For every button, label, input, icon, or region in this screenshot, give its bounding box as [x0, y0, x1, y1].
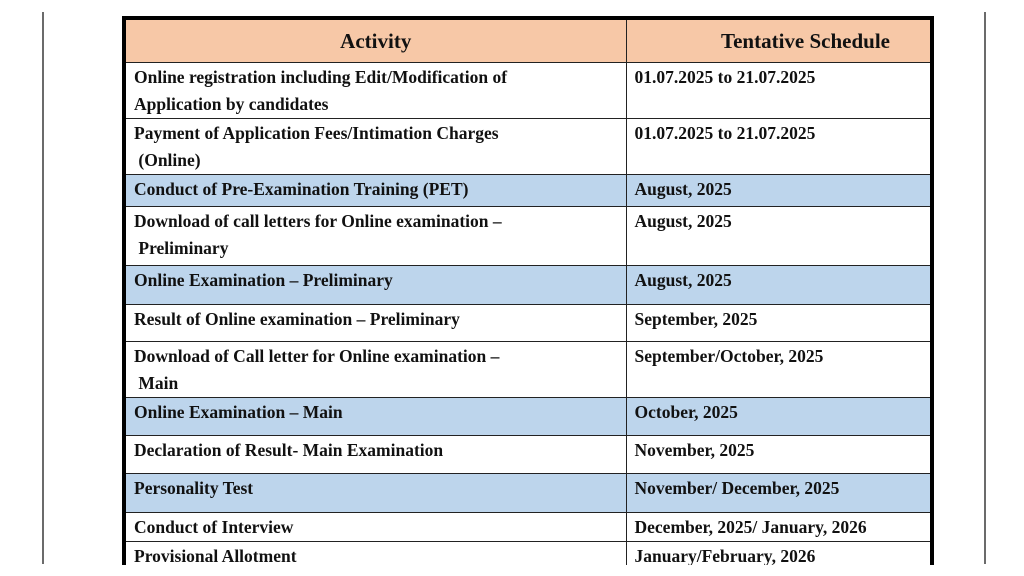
schedule-table-container	[122, 16, 934, 565]
activity-cell	[126, 119, 626, 175]
activity-text-line2: Main	[134, 373, 179, 393]
schedule-cell: August, 2025	[626, 175, 930, 207]
schedule-cell: September/October, 2025	[626, 342, 930, 398]
table-row	[126, 119, 930, 175]
activity-cell	[126, 436, 626, 474]
schedule-cell: 01.07.2025 to 21.07.2025	[626, 63, 930, 119]
header-activity: Activity	[126, 20, 626, 63]
schedule-cell: December, 2025/ January, 2026	[626, 513, 930, 542]
activity-cell	[126, 207, 626, 266]
activity-cell	[126, 474, 626, 513]
activity-text-line1: Provisional Allotment	[134, 546, 297, 565]
table-header-row	[126, 20, 930, 63]
activity-text-line2: (Online)	[134, 150, 201, 170]
activity-text-line1: Personality Test	[134, 478, 254, 498]
activity-text-line1: Download of Call letter for Online examination –	[134, 346, 500, 366]
activity-text-line1: Online registration including Edit/Modification of	[134, 67, 508, 87]
table-row	[126, 207, 930, 266]
table-row	[126, 513, 930, 542]
activity-text-line2: Preliminary	[134, 238, 229, 258]
activity-cell	[126, 542, 626, 566]
schedule-cell: 01.07.2025 to 21.07.2025	[626, 119, 930, 175]
schedule-table	[126, 20, 930, 565]
activity-text-line1: Payment of Application Fees/Intimation Charges	[134, 123, 499, 143]
activity-text-line1: Online Examination – Preliminary	[134, 270, 393, 290]
activity-cell	[126, 266, 626, 305]
activity-cell	[126, 63, 626, 119]
activity-cell	[126, 175, 626, 207]
schedule-cell: November, 2025	[626, 436, 930, 474]
activity-cell	[126, 342, 626, 398]
activity-text-line1: Online Examination – Main	[134, 402, 343, 422]
table-row	[126, 266, 930, 305]
table-row	[126, 542, 930, 566]
table-row	[126, 63, 930, 119]
table-row	[126, 474, 930, 513]
table-row	[126, 398, 930, 436]
table-row	[126, 305, 930, 342]
activity-cell	[126, 305, 626, 342]
table-row	[126, 342, 930, 398]
schedule-cell: November/ December, 2025	[626, 474, 930, 513]
schedule-cell: August, 2025	[626, 207, 930, 266]
activity-text-line2: Application by candidates	[134, 94, 329, 114]
activity-cell	[126, 513, 626, 542]
table-row	[126, 436, 930, 474]
activity-cell	[126, 398, 626, 436]
page-edge-right	[984, 12, 986, 564]
header-tentative-schedule: Tentative Schedule	[626, 20, 930, 63]
activity-text-line1: Conduct of Interview	[134, 517, 294, 537]
activity-text-line1: Download of call letters for Online examination –	[134, 211, 502, 231]
schedule-cell: August, 2025	[626, 266, 930, 305]
schedule-cell: September, 2025	[626, 305, 930, 342]
table-row	[126, 175, 930, 207]
page-edge-left	[42, 12, 44, 564]
activity-text-line1: Conduct of Pre-Examination Training (PET)	[134, 179, 469, 199]
activity-text-line1: Result of Online examination – Preliminary	[134, 309, 460, 329]
schedule-cell: October, 2025	[626, 398, 930, 436]
schedule-cell: January/February, 2026	[626, 542, 930, 566]
activity-text-line1: Declaration of Result- Main Examination	[134, 440, 444, 460]
